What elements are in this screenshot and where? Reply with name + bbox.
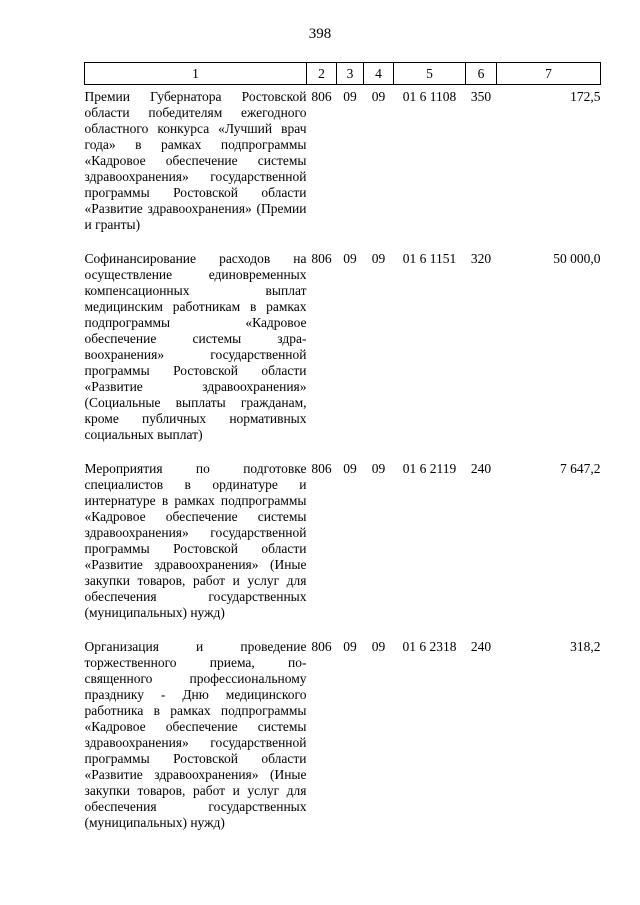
row-amount: 172,5 [570, 89, 601, 104]
row-description: Мероприятия по подготовке специалистов в ординатуре и интернатуре в рамках подпрограммы «Кадровое обеспечение системы здравоохранения» государственной программы Ростовской области «Развитие здравоохранения» (Иные закупки товаров, работ и услуг для обеспечения государственных (муниципальных) нужд) [84, 461, 307, 620]
row-code-2: 806 [311, 461, 332, 476]
row-code-6: 240 [470, 461, 492, 476]
row-code-3: 09 [343, 639, 357, 654]
row-code-6: 240 [470, 639, 492, 654]
row-description: Организация и проведение торжественного приема, посвященного профессиональному празднику - Дню медицинского работника в рамках подпрограммы «Кадровое обеспечение системы здравоохранения» государственной программы Ростовской области «Развитие здравоохранения» (Иные закупки товаров, работ и услуг для обеспечения государственных (муниципальных) нужд) [84, 639, 307, 830]
header-col-4: 4 [364, 63, 394, 85]
row-code-4: 09 [371, 639, 386, 654]
header-col-6: 6 [466, 63, 497, 85]
row-code-4: 09 [371, 89, 386, 104]
header-col-1: 1 [85, 63, 307, 85]
table-row [85, 635, 601, 831]
budget-table [84, 62, 601, 831]
row-code-5: 01 6 1108 [402, 89, 457, 104]
row-code-3: 09 [343, 251, 357, 266]
header-col-5: 5 [394, 63, 466, 85]
row-code-6: 320 [470, 251, 492, 266]
header-col-3: 3 [337, 63, 364, 85]
header-row [85, 63, 601, 85]
row-code-2: 806 [311, 251, 332, 266]
header-col-2: 2 [307, 63, 337, 85]
row-amount: 318,2 [570, 639, 601, 654]
row-code-5: 01 6 2318 [402, 639, 457, 654]
row-amount: 7 647,2 [560, 461, 601, 476]
row-code-5: 01 6 1151 [402, 251, 457, 266]
row-code-4: 09 [371, 251, 386, 266]
row-code-4: 09 [371, 461, 386, 476]
row-code-5: 01 6 2119 [402, 461, 457, 476]
row-code-6: 350 [470, 89, 492, 104]
row-code-2: 806 [311, 89, 332, 104]
table-row [85, 247, 601, 443]
row-code-3: 09 [343, 89, 357, 104]
header-col-7: 7 [497, 63, 601, 85]
table-row [85, 85, 601, 234]
row-amount: 50 000,0 [553, 251, 601, 266]
row-description: Премии Губернатора Ростовской области победителям ежегодного областного конкурса «Лучший врач года» в рамках подпрограммы «Кадровое обеспечение системы здравоохранения» государственной программы Ростовской области «Развитие здравоохранения» (Премии и гранты) [84, 89, 307, 232]
row-code-2: 806 [311, 639, 332, 654]
row-description: Софинансирование расходов на осуществление единовременных компенсационных выплат медицинским работникам в рамках подпрограммы «Кадровое обеспечение системы здравоохранения» государственной программы Ростовской области «Развитие здравоохранения» (Социальные выплаты гражданам, кроме публичных нормативных социальных выплат) [84, 251, 307, 442]
row-code-3: 09 [343, 461, 357, 476]
page-number: 398 [308, 26, 332, 42]
table-row [85, 457, 601, 621]
